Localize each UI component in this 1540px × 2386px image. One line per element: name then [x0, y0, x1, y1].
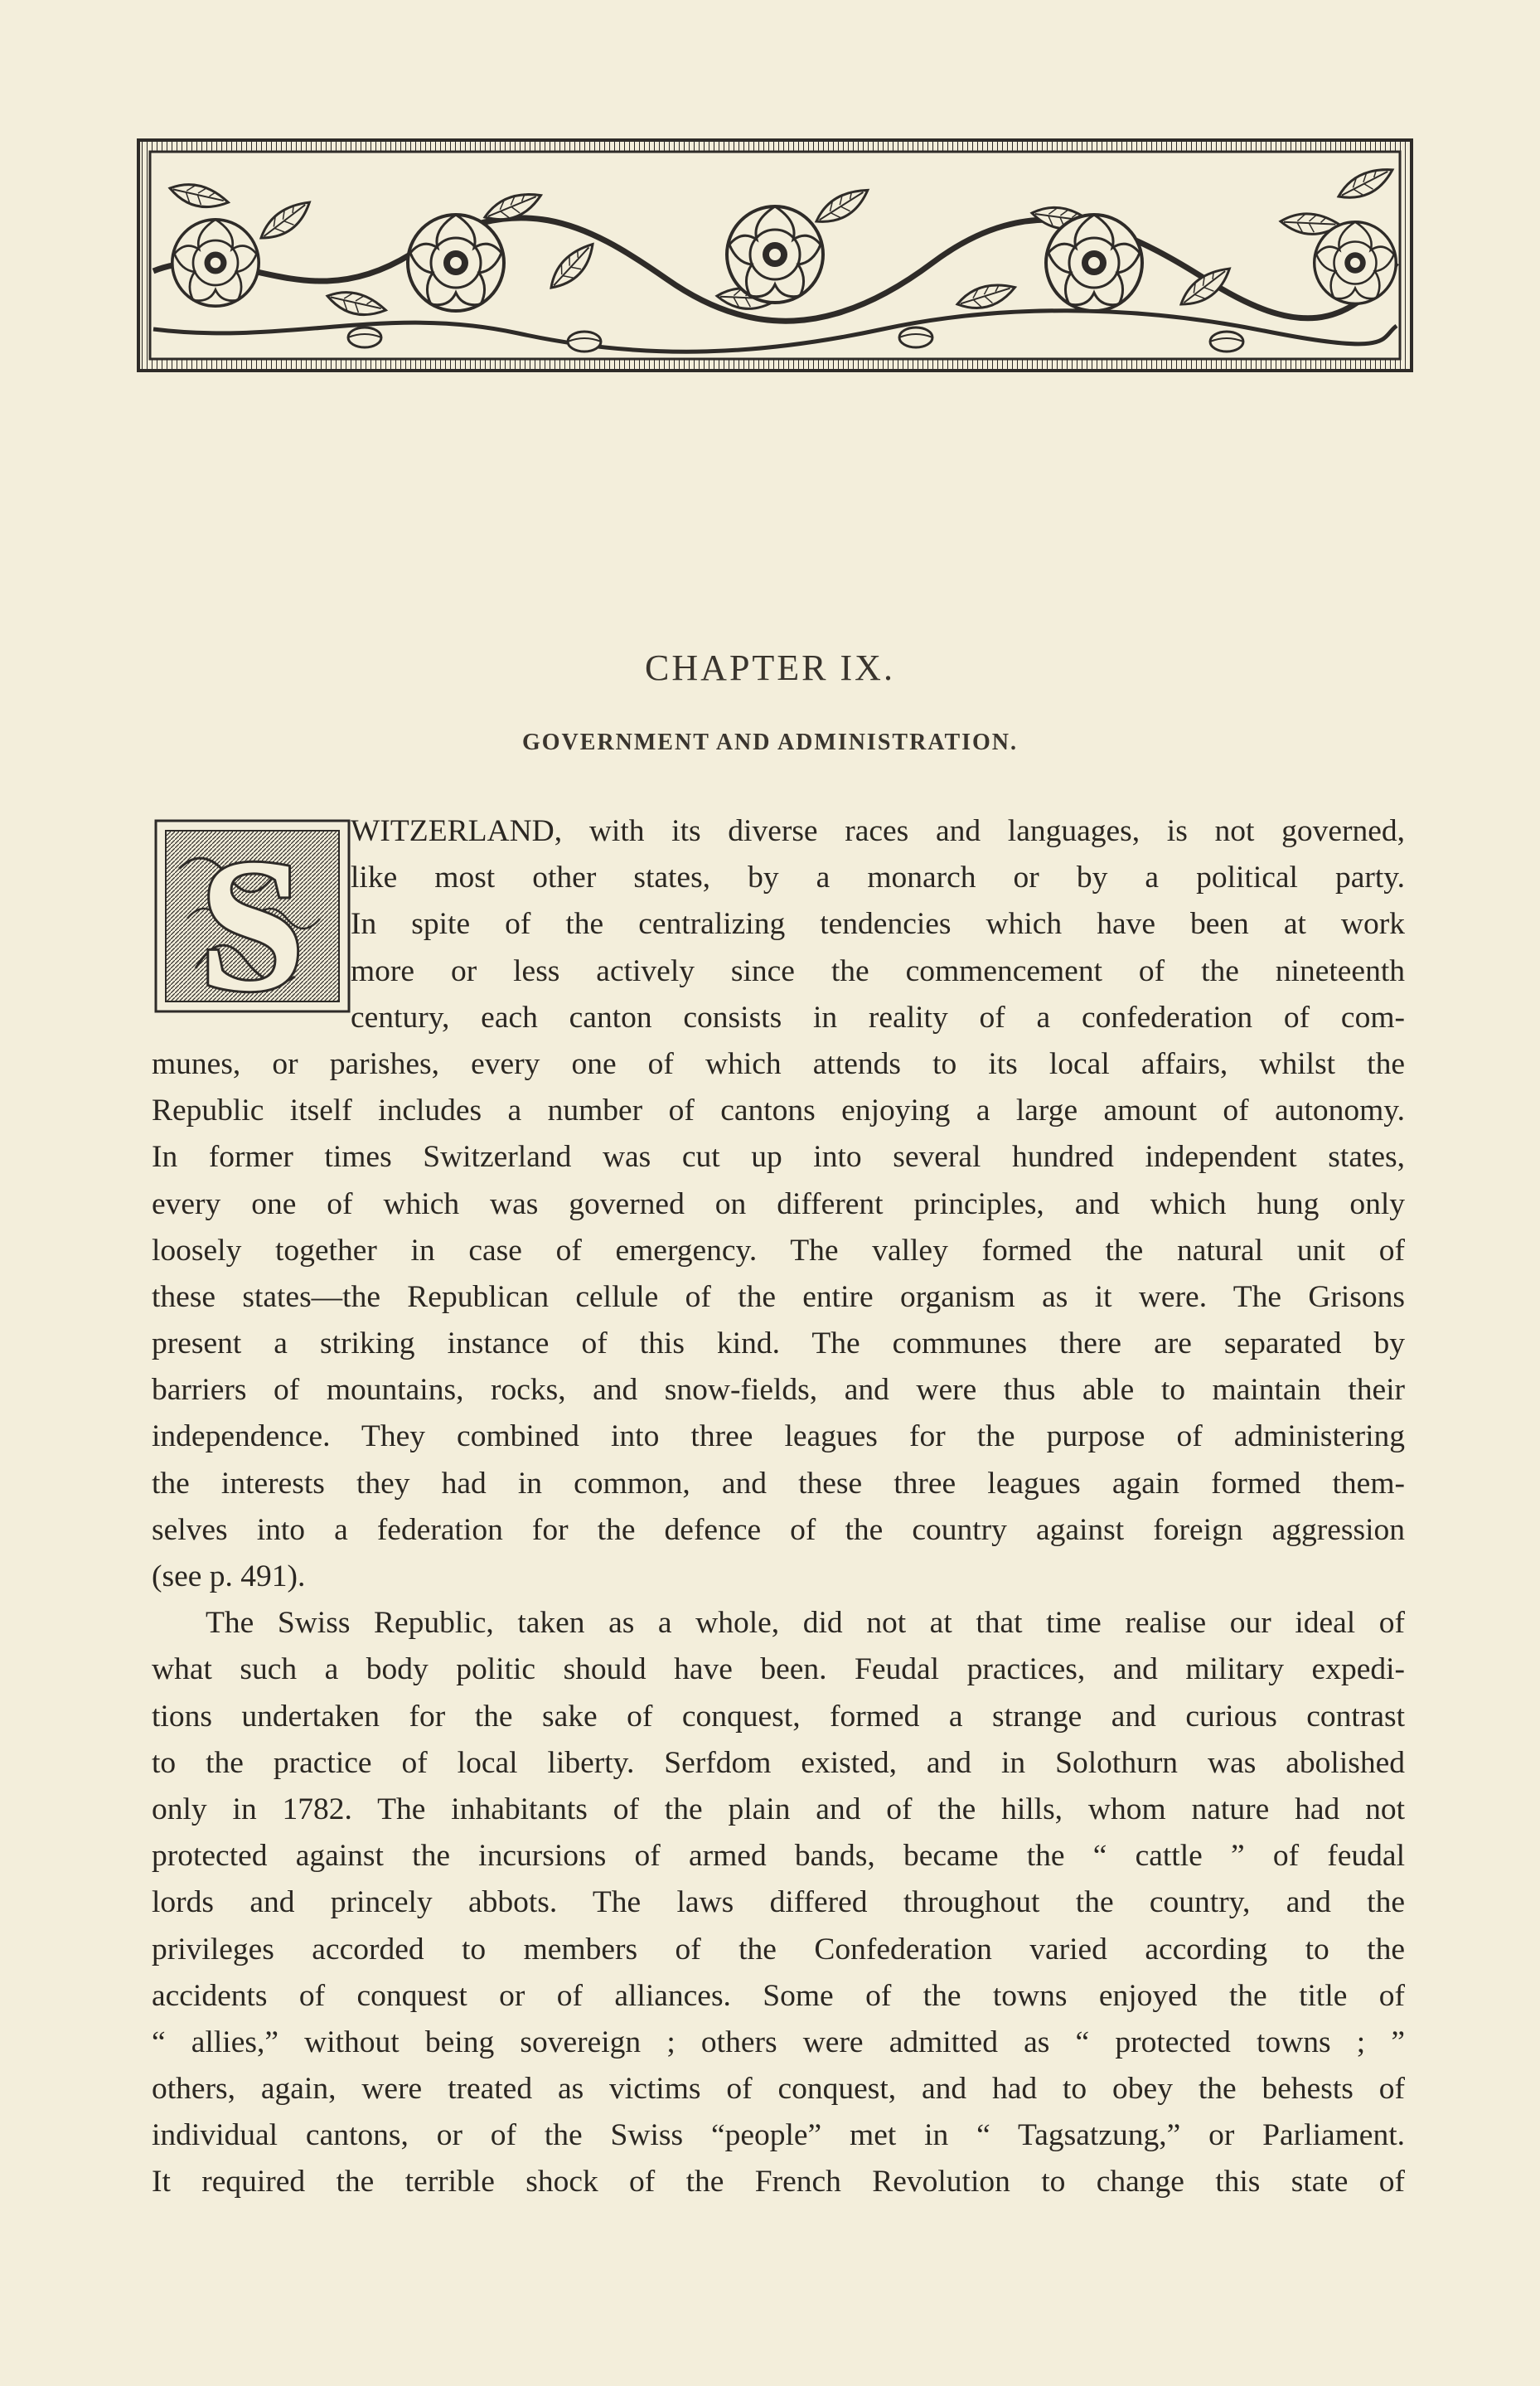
- text-line: privileges accorded to members of the Confederation varied according to the: [152, 1932, 1405, 1967]
- text-line: (see p. 491).: [152, 1559, 306, 1593]
- text-line: these states—the Republican cellule of the entire organism as it were. The Grisons: [152, 1279, 1405, 1314]
- text-line: others, again, were treated as victims of conquest, and had to obey the behests of: [152, 2072, 1405, 2107]
- text-line: barriers of mountains, rocks, and snow-fields, and were thus able to maintain their: [152, 1373, 1405, 1408]
- text-line: “ allies,” without being sovereign ; others were admitted as “ protected towns ; ”: [152, 2025, 1405, 2059]
- text-line: In former times Switzerland was cut up into several hundred independent states,: [152, 1140, 1405, 1175]
- text-line: century, each canton consists in reality of a confederation of com-: [351, 1000, 1405, 1035]
- text-line: every one of which was governed on different principles, and which hung only: [152, 1186, 1405, 1221]
- drop-cap-letter: S: [199, 819, 305, 1013]
- chapter-subheading: GOVERNMENT AND ADMINISTRATION.: [521, 730, 1019, 755]
- text-line: like most other states, by a monarch or by a political party.: [351, 861, 1405, 895]
- text-line: the interests they had in common, and these three leagues again formed them-: [152, 1466, 1405, 1501]
- chapter-body: [152, 808, 1405, 2206]
- text-line: lords and princely abbots. The laws differed throughout the country, and the: [152, 1885, 1405, 1920]
- text-line: WITZERLAND, with its diverse races and languages, is not governed,: [351, 814, 1405, 848]
- text-line: what such a body politic should have been. Feudal practices, and military expedi-: [152, 1652, 1405, 1687]
- chapter-heading: CHAPTER IX.: [645, 647, 895, 688]
- text-line: In spite of the centralizing tendencies which have been at work: [351, 907, 1405, 942]
- text-line: The Swiss Republic, taken as a whole, did not at that time realise our ideal of: [206, 1606, 1405, 1641]
- text-line: independence. They combined into three leagues for the purpose of administering: [152, 1419, 1405, 1454]
- text-line: present a striking instance of this kind. The communes there are separated by: [152, 1326, 1405, 1361]
- text-line: more or less actively since the commencement of the nineteenth: [351, 953, 1405, 988]
- text-line: tions undertaken for the sake of conquest, formed a strange and curious contrast: [152, 1699, 1405, 1734]
- paragraph: [152, 808, 1405, 1600]
- text-line: loosely together in case of emergency. The valley formed the natural unit of: [152, 1233, 1405, 1268]
- text-line: selves into a federation for the defence of the country against foreign aggression: [152, 1512, 1405, 1547]
- text-line: protected against the incursions of armed bands, became the “ cattle ” of feudal: [152, 1839, 1405, 1874]
- text-line: It required the terrible shock of the French Revolution to change this state of: [152, 2165, 1405, 2199]
- floral-headpiece-ornament: [137, 138, 1413, 372]
- text-line: to the practice of local liberty. Serfdom existed, and in Solothurn was abolished: [152, 1745, 1405, 1780]
- text-line: Republic itself includes a number of cantons enjoying a large amount of autonomy.: [152, 1094, 1405, 1128]
- text-line: individual cantons, or of the Swiss “people” met in “ Tagsatzung,” or Parliament.: [152, 2118, 1405, 2153]
- paragraph: [152, 1600, 1405, 2205]
- text-line: munes, or parishes, every one of which attends to its local affairs, whilst the: [152, 1046, 1405, 1081]
- text-line: accidents of conquest or of alliances. Some of the towns enjoyed the title of: [152, 1978, 1405, 2013]
- text-line: only in 1782. The inhabitants of the plain and of the hills, whom nature had not: [152, 1792, 1405, 1826]
